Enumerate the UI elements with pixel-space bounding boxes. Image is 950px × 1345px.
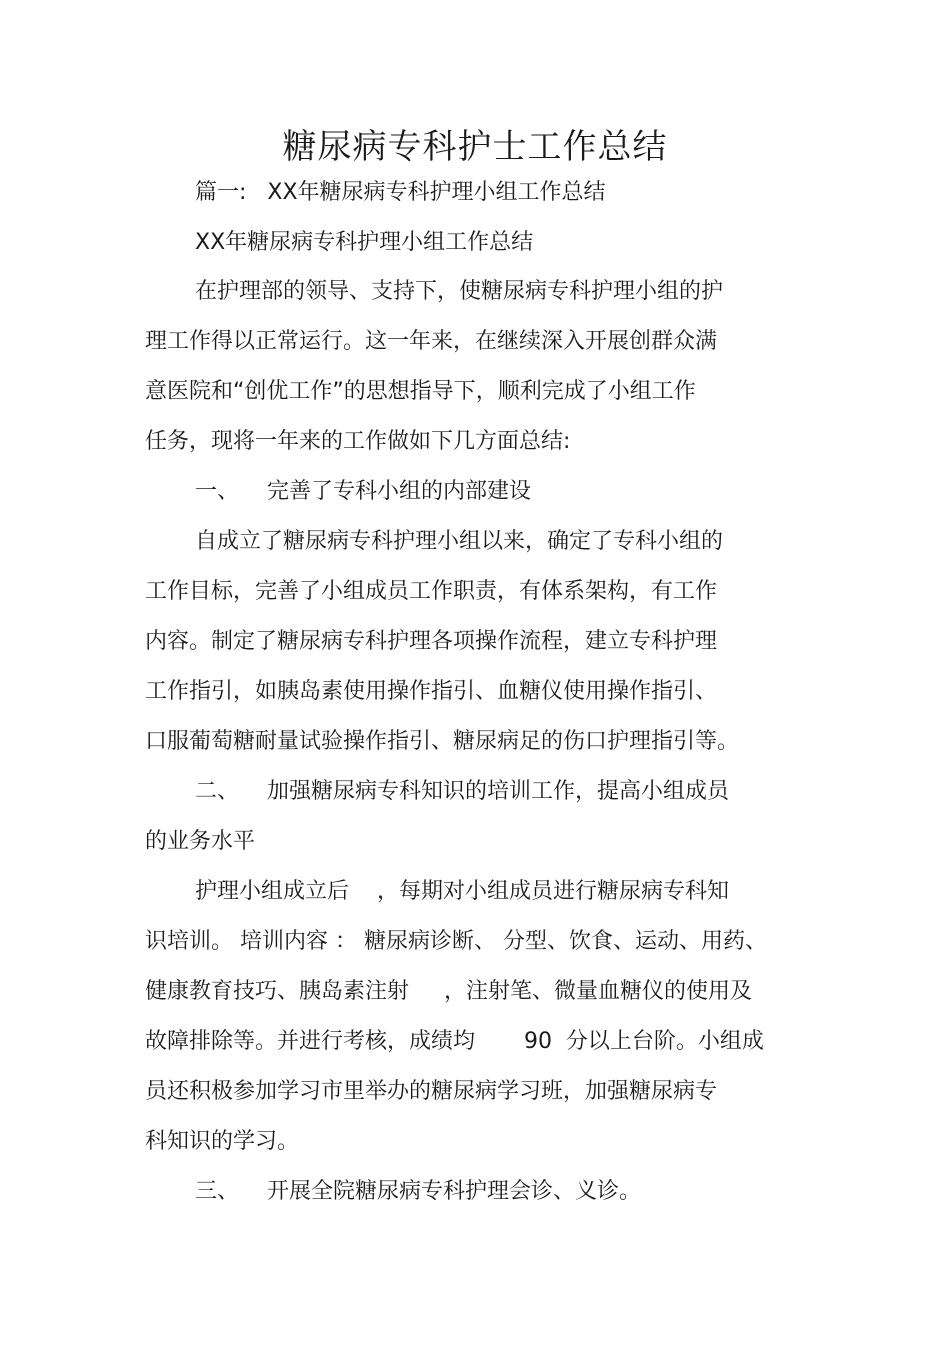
section-heading-1: 一、 完善了专科小组的内部建设 [195,479,531,504]
paragraph-line: 理工作得以正常运行。这一年来，在继续深入开展创群众满 [145,329,718,354]
paragraph-line: 员还积极参加学习市里举办的糖尿病学习班，加强糖尿病专 [145,1079,718,1104]
section-heading-3: 三、 开展全院糖尿病专科护理会诊、义诊。 [195,1179,641,1204]
paragraph-line: 健康教育技巧、胰岛素注射 ，注射笔、微量血糖仪的使用及 [145,979,752,1004]
paragraph-line: 工作指引，如胰岛素使用操作指引、血糖仪使用操作指引、 [145,679,718,704]
paragraph-line: 口服葡萄糖耐量试验操作指引、糖尿病足的伤口护理指引等。 [145,729,740,754]
section-heading-2-continued: 的业务水平 [145,829,256,854]
section-title: XX年糖尿病专科护理小组工作总结 [195,230,534,255]
paragraph-line: 故障排除等。并进行考核，成绩均 90 分以上台阶。小组成 [145,1029,764,1054]
paragraph-line: 识培训。 培训内容 ： 糖尿病诊断、 分型、饮食、运动、用药、 [145,929,767,954]
paragraph-line: 任务，现将一年来的工作做如下几方面总结: [145,429,571,454]
paragraph-line: 工作目标，完善了小组成员工作职责，有体系架构，有工作 [145,579,718,604]
paragraph-line: 内容。制定了糖尿病专科护理各项操作流程，建立专科护理 [145,629,718,654]
paragraph-line: 在护理部的领导、支持下，使糖尿病专科护理小组的护 [195,279,724,304]
document-title: 糖尿病专科护士工作总结 [282,127,668,167]
paragraph-line: 科知识的学习。 [145,1129,300,1154]
section-heading-2: 二、 加强糖尿病专科知识的培训工作，提高小组成员 [195,779,729,804]
paragraph-line: 护理小组成立后 ，每期对小组成员进行糖尿病专科知 [195,879,729,904]
paragraph-line: 自成立了糖尿病专科护理小组以来，确定了专科小组的 [195,529,724,554]
chapter-heading: 篇一: XX年糖尿病专科护理小组工作总结 [195,180,606,205]
paragraph-line: 意医院和“创优工作”的思想指导下，顺利完成了小组工作 [145,379,696,404]
